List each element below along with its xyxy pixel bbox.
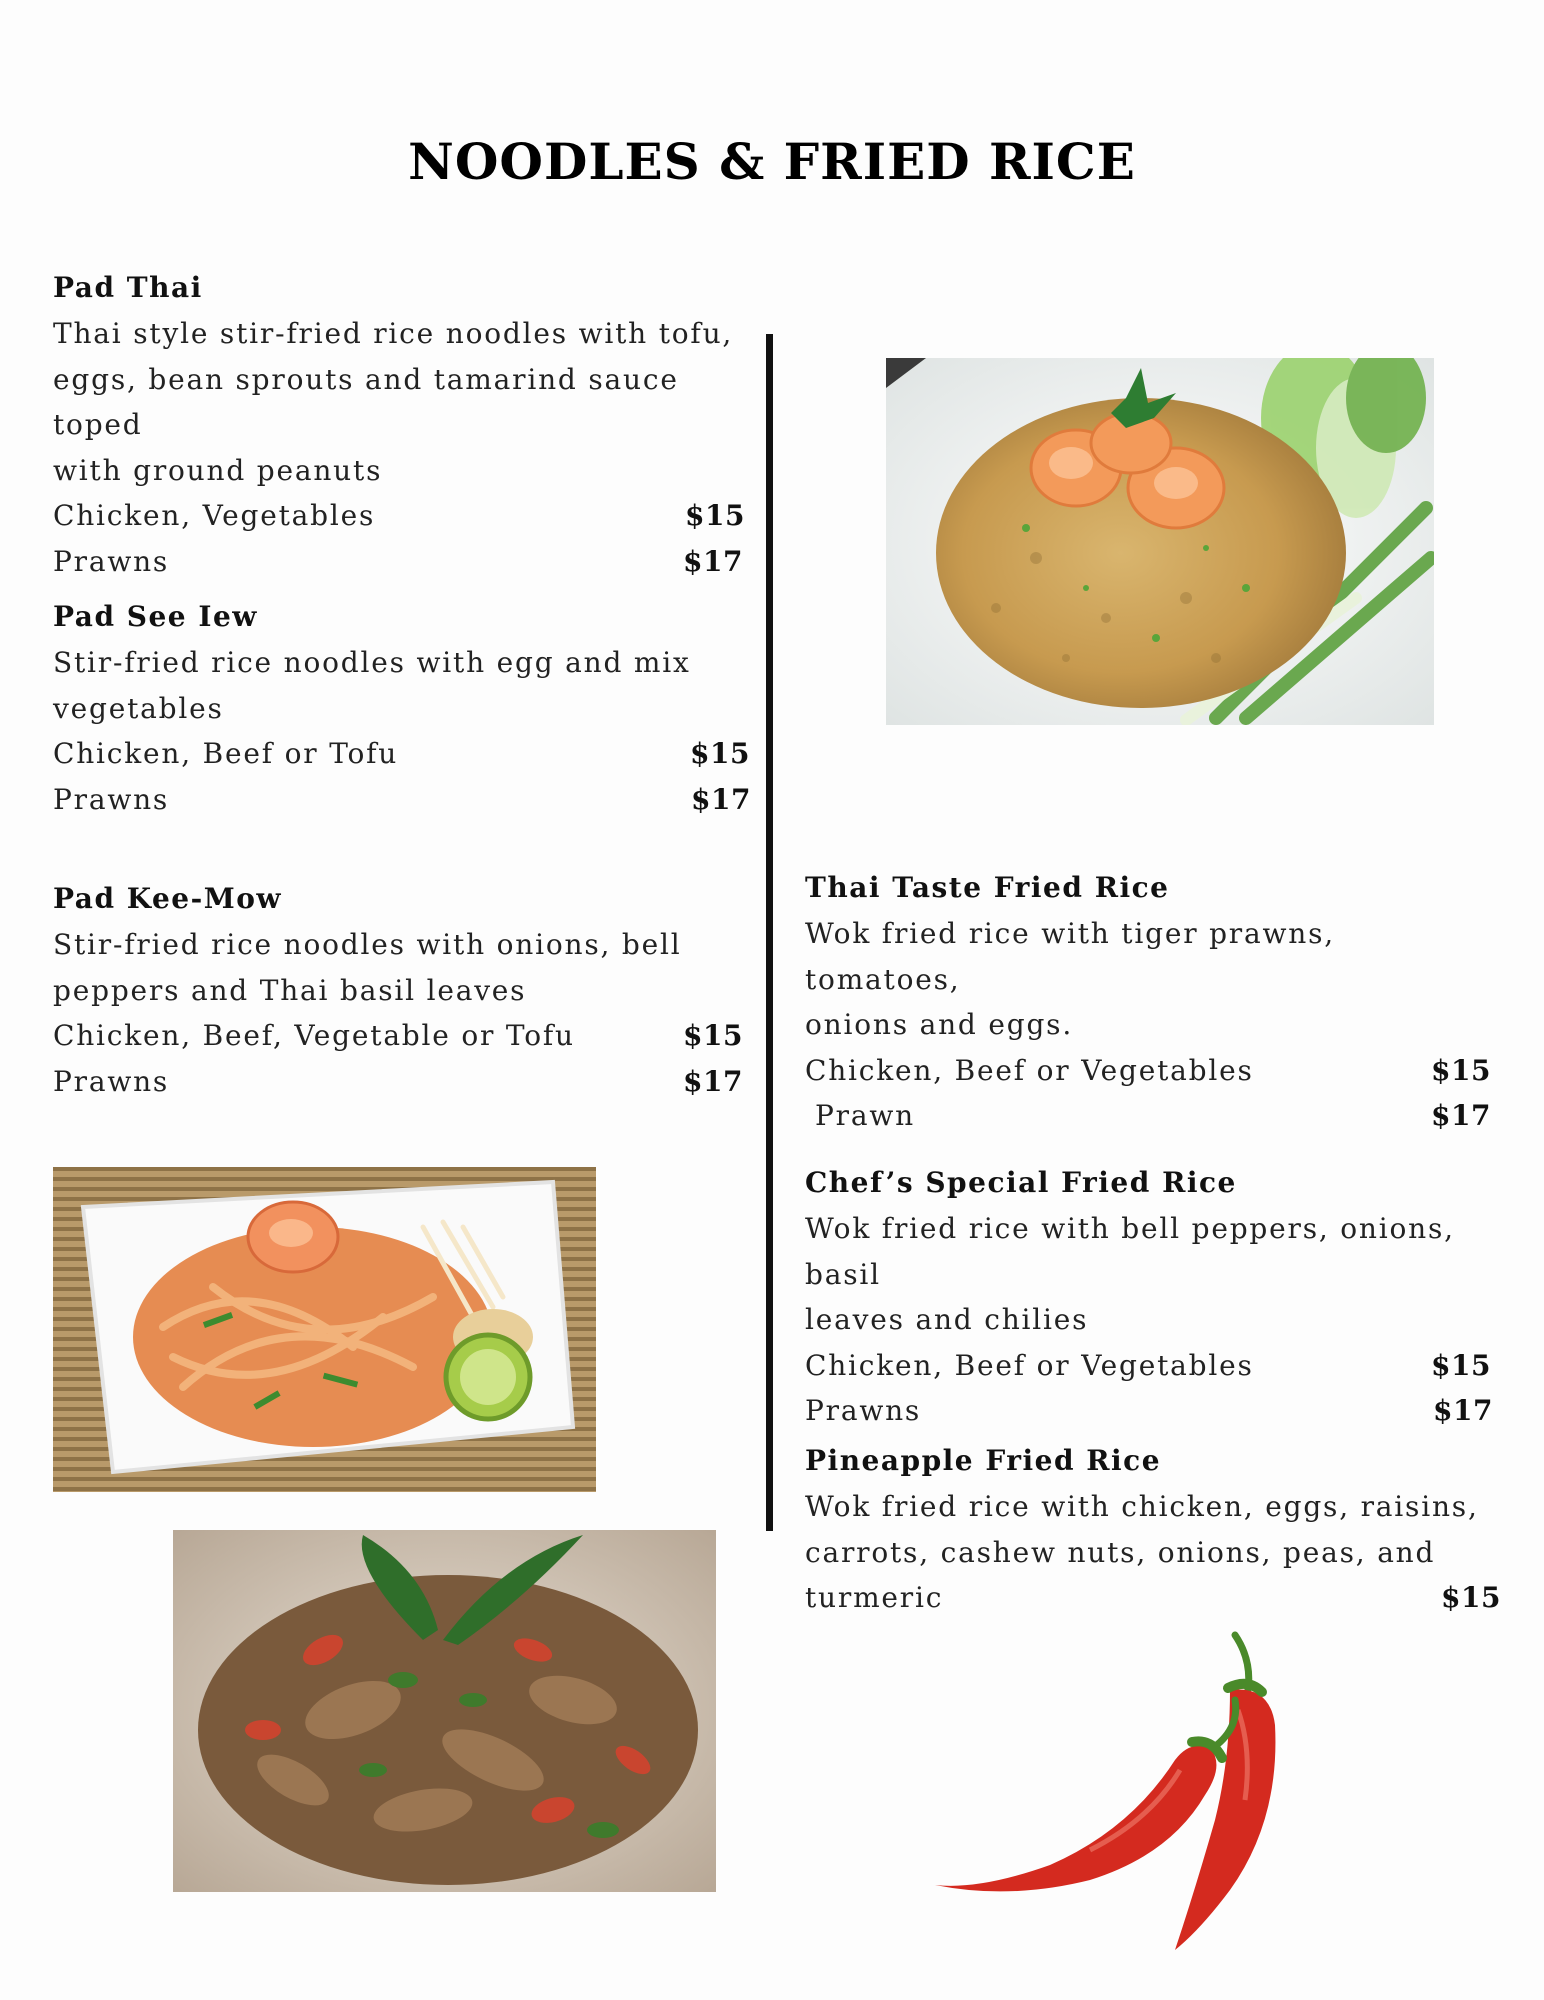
item-description (53, 311, 745, 493)
chili-peppers-illustration (930, 1630, 1350, 1960)
item-description (53, 922, 743, 1013)
price-amount: $15 (690, 737, 750, 770)
price-label: Prawns (53, 782, 170, 816)
price-row (53, 493, 745, 539)
menu-item-pad-thai (53, 265, 745, 584)
item-description (53, 640, 751, 731)
menu-item-thai-taste-fried-rice (805, 865, 1491, 1139)
item-name: Pad Thai (53, 271, 203, 304)
page-title: NOODLES & FRIED RICE (408, 132, 1136, 191)
column-divider (766, 334, 773, 1531)
description-line: Stir-fried rice noodles with onions, bell (53, 928, 682, 961)
pad-kee-mow-photo (173, 1530, 716, 1892)
price-amount: $15 (685, 499, 745, 532)
price-amount: $17 (691, 782, 751, 816)
pad-thai-photo (53, 1167, 596, 1492)
item-description (805, 911, 1491, 1048)
menu-item-pad-see-iew (53, 594, 751, 822)
item-name: Chef’s Special Fried Rice (805, 1166, 1237, 1199)
price-row (805, 1388, 1493, 1434)
description-line: eggs, bean sprouts and tamarind sauce toped (53, 362, 679, 441)
description-line: Thai style stir-fried rice noodles with tofu, (53, 317, 734, 350)
price-amount: $17 (1433, 1394, 1493, 1427)
description-line: Wok fried rice with chicken, eggs, raisins, (805, 1490, 1479, 1523)
description-line: Stir-fried rice noodles with egg and mix (53, 646, 691, 679)
description-line: onions and eggs. (805, 1008, 1074, 1041)
price-row (53, 1059, 743, 1105)
description-line: peppers and Thai basil leaves (53, 973, 527, 1007)
price-row (805, 1343, 1491, 1389)
price-amount: $15 (683, 1019, 743, 1052)
price-label: Chicken, Beef or Vegetables (805, 1348, 1254, 1382)
item-name: Pineapple Fried Rice (805, 1444, 1162, 1477)
description-line: with ground peanuts (53, 453, 383, 487)
price-label: Chicken, Beef, Vegetable or Tofu (53, 1019, 575, 1052)
price-row (53, 1013, 743, 1059)
price-amount: $15 (1441, 1581, 1501, 1614)
price-amount: $15 (1431, 1348, 1491, 1382)
price-label: Chicken, Vegetables (53, 499, 376, 532)
price-amount: $15 (1431, 1053, 1491, 1087)
fried-rice-photo (886, 358, 1434, 725)
description-line: carrots, cashew nuts, onions, peas, and (805, 1535, 1436, 1569)
price-amount: $17 (1431, 1099, 1491, 1132)
price-label: Prawns (53, 544, 170, 578)
description-line: Wok fried rice with bell peppers, onions, basil (805, 1212, 1455, 1291)
price-amount: $17 (683, 1064, 743, 1098)
item-description (805, 1206, 1505, 1343)
item-name: Pad See Iew (53, 600, 258, 633)
price-row (53, 731, 750, 777)
price-label: Prawns (53, 1064, 170, 1098)
price-label: Chicken, Beef or Tofu (53, 737, 399, 770)
price-label: turmeric (805, 1581, 944, 1614)
menu-item-pad-kee-mow (53, 876, 743, 1104)
item-description (805, 1484, 1501, 1575)
item-name: Pad Kee-Mow (53, 882, 283, 915)
price-row (53, 539, 743, 585)
menu-item-chefs-special-fried-rice (805, 1160, 1505, 1434)
menu-item-pineapple-fried-rice (805, 1438, 1501, 1621)
price-row (53, 777, 751, 823)
price-amount: $17 (683, 544, 743, 578)
price-row (805, 1093, 1491, 1139)
price-row (805, 1575, 1501, 1621)
description-line: leaves and chilies (805, 1303, 1089, 1336)
price-label: Prawns (805, 1394, 922, 1427)
price-row (805, 1048, 1491, 1094)
price-label: Prawn (815, 1099, 915, 1132)
price-label: Chicken, Beef or Vegetables (805, 1053, 1254, 1087)
description-line: vegetables (53, 691, 224, 725)
description-line: Wok fried rice with tiger prawns, tomatoes, (805, 917, 1335, 996)
item-name: Thai Taste Fried Rice (805, 871, 1170, 904)
